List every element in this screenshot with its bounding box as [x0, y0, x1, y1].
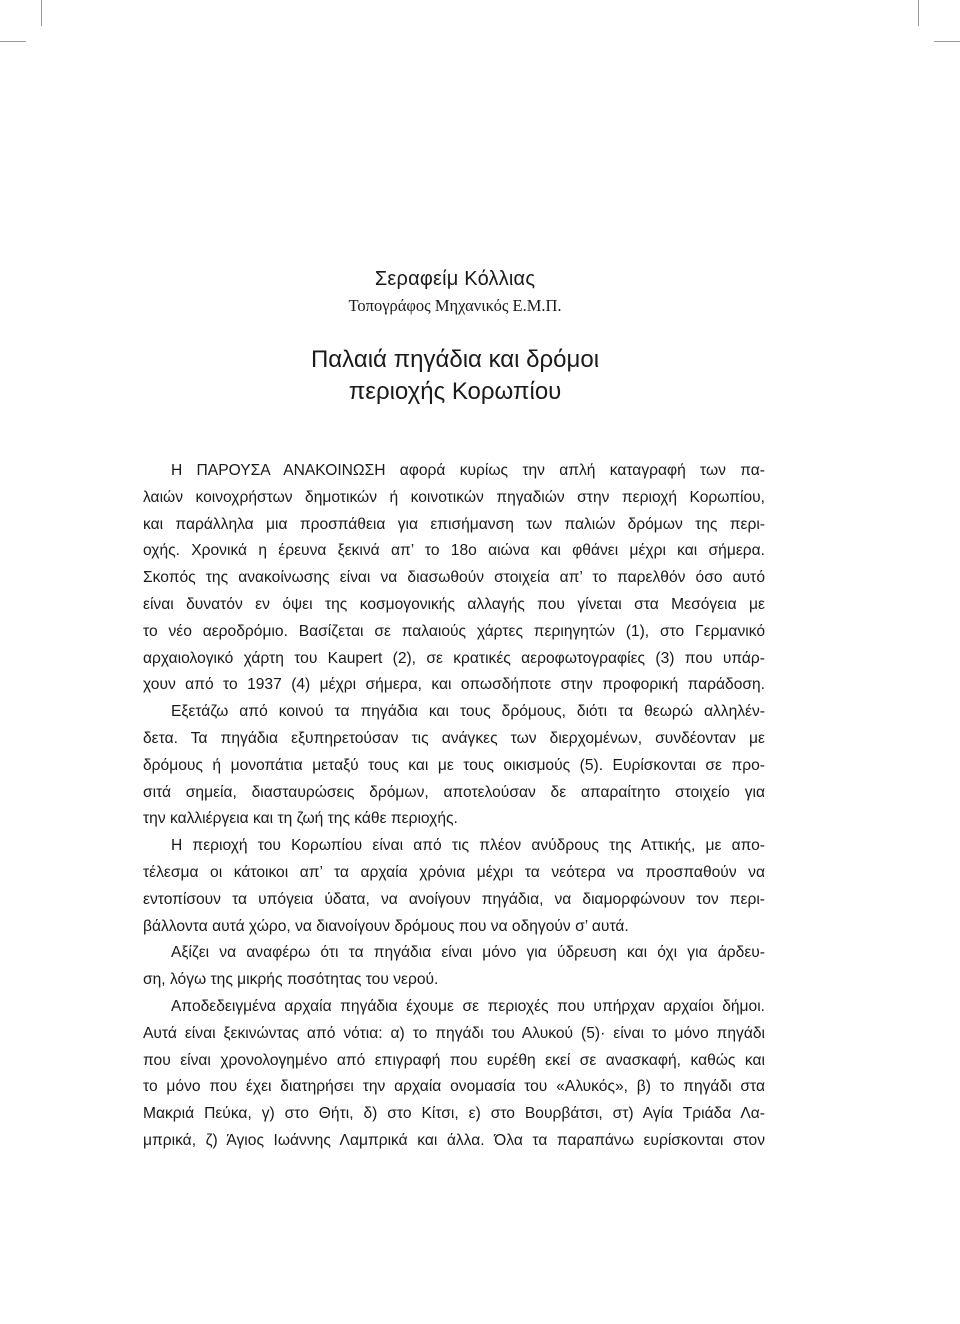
body-line: ση, λόγω της μικρής ποσότητας του νερού.	[143, 971, 439, 989]
crop-mark-top-left-horizontal	[0, 41, 26, 42]
body-line: δρόμους ή μονοπάτια μεταξύ τους και με τους οικισμούς (5). Ευρίσκονται σε προ-	[143, 756, 765, 774]
article-title-line: περιοχής Κορωπίου	[348, 378, 562, 405]
crop-mark-top-right-horizontal	[934, 41, 960, 42]
article-title-line: Παλαιά πηγάδια και δρόμοι	[310, 346, 600, 373]
body-line: την καλλιέργεια και τη ζωή της κάθε περιοχής.	[143, 810, 458, 828]
body-line: Αυτά είναι ξεκινώντας από νότια: α) το πηγάδι του Αλυκού (5)· είναι το μόνο πηγάδι	[143, 1024, 765, 1042]
body-line: Εξετάζω από κοινού τα πηγάδια και τους δρόμους, διότι τα θεωρώ αλληλέν-	[171, 703, 765, 721]
body-line: τέλεσμα οι κάτοικοι απ’ τα αρχαία χρόνια μέχρι τα νεότερα να προσπαθούν να	[143, 863, 765, 881]
crop-mark-top-left-vertical	[41, 0, 42, 26]
body-line: λαιών κοινοχρήστων δημοτικών ή κοινοτικών πηγαδιών στην περιοχή Κορωπίου,	[143, 488, 765, 506]
body-line: Η περιοχή του Κορωπίου είναι από τις πλέον ανύδρους της Αττικής, με απο-	[171, 837, 765, 855]
body-line: το μόνο που έχει διατηρήσει την αρχαία ονομασία του «Αλυκός», β) το πηγάδι στα	[143, 1078, 765, 1096]
body-line: βάλλοντα αυτά χώρο, να διανοίγουν δρόμους που να οδηγούν σ’ αυτά.	[143, 917, 629, 935]
body-line: δετα. Τα πηγάδια εξυπηρετούσαν τις ανάγκες των διερχομένων, συνδέονταν με	[143, 729, 765, 747]
body-line: που είναι χρονολογημένο από επιγραφή που ευρέθη εκεί σε ανασκαφή, καθώς και	[143, 1051, 765, 1069]
author-title: Τοπογράφος Μηχανικός Ε.Μ.Π.	[348, 296, 562, 315]
body-line: Αποδεδειγμένα αρχαία πηγάδια έχουμε σε περιοχές που υπήρχαν αρχαίοι δήμοι.	[171, 997, 765, 1015]
body-line: εντοπίσουν τα υπόγεια ύδατα, να ανοίγουν πηγάδια, να διαμορφώνουν τον περι-	[143, 890, 765, 908]
crop-mark-top-right-vertical	[918, 0, 919, 26]
body-line: είναι δυνατόν εν όψει της κοσμογονικής αλλαγής που γίνεται στα Μεσόγεια με	[143, 595, 765, 613]
author-name: Σεραφείμ Κόλλιας	[374, 268, 536, 290]
body-line: αρχαιολογικό χάρτη του Kaupert (2), σε κρατικές αεροφωτογραφίες (3) που υπάρ-	[143, 649, 765, 667]
body-line: Μακριά Πεύκα, γ) στο Θήτι, δ) στο Κίτσι, ε) στο Βουρβάτσι, στ) Αγία Τριάδα Λα-	[143, 1105, 765, 1123]
body-line: μπρικά, ζ) Άγιος Ιωάννης Λαμπρικά και άλλα. Όλα τα παραπάνω ευρίσκονται στον	[143, 1131, 765, 1149]
body-line: χουν από το 1937 (4) μέχρι σήμερα, και οπωσδήποτε στην προφορική παράδοση.	[143, 676, 765, 694]
body-line: σιτά σημεία, διασταυρώσεις δρόμων, αποτελούσαν δε απαραίτητο στοιχείο για	[143, 783, 765, 801]
author-block	[0, 264, 910, 318]
body-line: Σκοπός της ανακοίνωσης είναι να διασωθούν στοιχεία απ’ το παρελθόν όσο αυτό	[143, 569, 765, 587]
article-title	[0, 344, 910, 408]
body-line: και παράλληλα μια προσπάθεια για επισήμανση των παλιών δρόμων της περι-	[143, 515, 765, 533]
body-line: οχής. Χρονικά η έρευνα ξεκινά απ’ το 18ο αιώνα και φθάνει μέχρι και σήμερα.	[143, 542, 765, 560]
body-line: το νέο αεροδρόμιο. Βασίζεται σε παλαιούς χάρτες περιηγητών (1), στο Γερμανικό	[143, 622, 765, 640]
body-line: Η ΠΑΡΟΥΣΑ ΑΝΑΚΟΙΝΩΣΗ αφορά κυρίως την απλή καταγραφή των πα-	[171, 462, 765, 479]
body-line: Αξίζει να αναφέρω ότι τα πηγάδια είναι μόνο για ύδρευση και όχι για άρδευ-	[171, 944, 765, 962]
article-body	[143, 458, 765, 1155]
